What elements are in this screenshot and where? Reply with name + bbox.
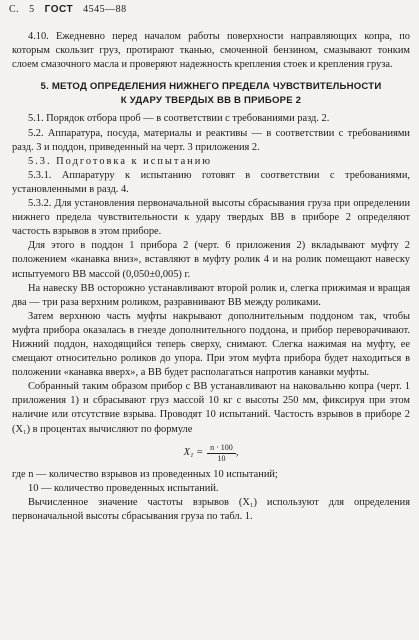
- document-body: [12, 30, 410, 524]
- paragraph-5-1: 5.1. Порядок отбора проб — в соответствии с требованиями разд. 2.: [28, 113, 330, 125]
- paragraph-5-2: 5.2. Аппаратура, посуда, материалы и реактивы — в соответствии с требованиями разд. 3 и поддон, приведенный на черт. 3 приложения 2.: [12, 127, 410, 153]
- section-5-title-line2: К УДАРУ ТВЕРДЫХ ВВ В ПРИБОРЕ 2: [120, 95, 302, 107]
- formula-x1: [12, 443, 410, 464]
- paragraph-5-3-1: 5.3.1. Аппаратуру к испытанию готовят в соответствии с требованиями, установленными в разд. 4.: [12, 169, 410, 195]
- gost-number: 4545—88: [83, 4, 127, 15]
- paragraph-5-3-2: 5.3.2. Для установления первоначальной высоты сбрасывания груза при определении нижнего предела чувствительности к удару твердых ВВ в приборе 2 определяют частость взрывов в этом приборе.: [12, 198, 410, 238]
- paragraph-procedure-a: Для этого в поддон 1 прибора 2 (черт. 6 приложения 2) вкладывают муфту 2 положением «канавка вниз», вставляют в муфту ролик 4 и на ролик помещают навеску испытуемого ВВ массой (0,050±0,005) г.: [12, 240, 410, 280]
- where-line-2: 10 — количество проведенных испытаний.: [28, 482, 219, 494]
- section-5-title-line1: 5. МЕТОД ОПРЕДЕЛЕНИЯ НИЖНЕГО ПРЕДЕЛА ЧУВСТВИТЕЛЬНОСТИ: [40, 81, 382, 93]
- formula-denominator: 10: [217, 453, 226, 463]
- paragraph-4-10: 4.10. Ежедневно перед началом работы поверхности направляющих копра, по которым скользит груз, протирают тканью, смоченной бензином, смазывают тонким слоем смазочного масла и проверяют надежность крепления стоек и крепления груза.: [12, 31, 410, 71]
- formula-fraction: [207, 443, 236, 464]
- where-line-1: где n — количество взрывов из проведенных 10 испытаний;: [12, 468, 278, 480]
- gost-label: ГОСТ: [44, 4, 74, 15]
- formula-end: ,: [235, 447, 239, 459]
- page-number: 5: [29, 4, 35, 15]
- paragraph-5-3-heading: 5.3. Подготовка к испытанию: [28, 155, 213, 167]
- paragraph-procedure-c: Затем верхнюю часть муфты накрывают дополнительным поддоном так, чтобы муфта прибора оказалась в гнезде дополнительного поддона, и прибор переворачивают. Нижний поддон, находящийся теперь сверху, снимают. Слегка нажимая на муфту, ее смещают относительно роликов до упора. При этом муфта прибора будет находиться в положении «канавка вверх», а ВВ будет располагаться напротив канавки муфты.: [12, 310, 410, 379]
- formula-lhs: X₁ =: [183, 447, 204, 459]
- paragraph-procedure-b: На навеску ВВ осторожно устанавливают второй ролик и, слегка прижимая и вращая два — три раза верхним роликом, разравнивают ВВ между роликами.: [12, 282, 410, 308]
- paragraph-final: Вычисленное значение частоты взрывов (X₁) используют для определения первоначальной высоты сбрасывания груза по табл. 1.: [12, 496, 410, 522]
- paragraph-procedure-d: Собранный таким образом прибор с ВВ устанавливают на наковальню копра (черт. 1 приложения 1) и сбрасывают груз массой 10 кг с высоты 250 мм, фиксируя при этом наличие или отсутствие взрыва. Проводят 10 испытаний. Частость взрывов в приборе 2 (X₁) в процентах вычисляют по формуле: [12, 381, 410, 435]
- page-header: [9, 4, 137, 15]
- formula-numerator: n · 100: [207, 443, 236, 454]
- page-prefix: С.: [9, 4, 20, 15]
